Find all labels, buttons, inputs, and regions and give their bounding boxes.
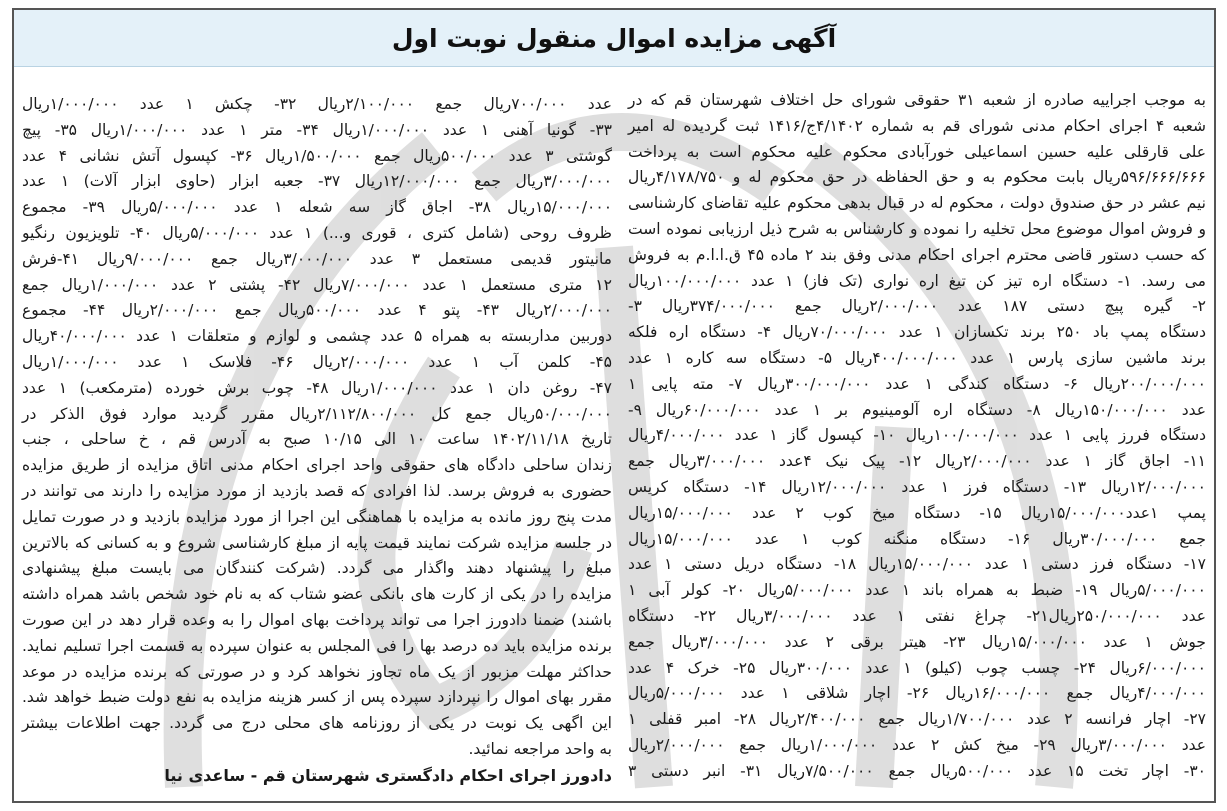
- text-line: ۴۵- کلمن آب ۱ عدد ۲/۰۰۰/۰۰۰ریال ۴۶- فلاسک ۱ عدد ۱/۰۰۰/۰۰۰ریال: [22, 352, 612, 371]
- notice-title: آگهی مزایده اموال منقول نوبت اول: [391, 23, 837, 53]
- text-line: مانیتور قدیمی مستعمل ۳ عدد ۳/۰۰۰/۰۰۰ریال جمع ۹/۰۰۰/۰۰۰ریال ۴۱-فرش: [22, 249, 612, 268]
- signature: دادورز اجرای احکام دادگستری شهرستان قم - ساعدی نیا: [164, 765, 612, 785]
- title-band: [14, 10, 1214, 67]
- text-line: مقرر بهای اموال را نپردازد سپرده پس از کسر هزینه مزایده به نفع دولت ضبط خواهد شد.: [22, 688, 612, 707]
- text-line: تاریخ ۱۴۰۲/۱۱/۱۸ ساعت ۱۰ الی ۱۰/۱۵ صبح به آدرس قم ، خ ساحلی ، جنب: [22, 430, 612, 449]
- text-line: که حسب دستور قاضی محترم اجرای احکام مدنی وفق بند ۲ ماده ۴۵ ق.ا.ا.م به فروش: [628, 245, 1206, 264]
- text-line: ۱۲ متری مستعمل ۱ عدد ۷/۰۰۰/۰۰۰ریال ۴۲- پشتی ۲ عدد ۱/۰۰۰/۰۰۰ریال جمع: [22, 275, 612, 294]
- text-line: شعبه ۴ اجرای احکام مدنی شورای قم به شماره ۴/۱۴۰۲ج/۱۴۱۶ ثبت گردیده له امیر: [628, 116, 1206, 135]
- right-column: [628, 88, 1206, 785]
- text-line: برنده مزایده باید ده درصد بها را فی المجلس به عنوان سپرده به قسمت اجرا تسلیم نماید.: [22, 636, 612, 655]
- text-line: حضوری به فروش برسد. لذا افرادی که قصد بازدید از مورد مزایده را دارند می توانند در: [22, 481, 612, 500]
- text-line: ۳۰- اچار تخت ۱۵ عدد ۵۰۰/۰۰۰ریال جمع ۷/۵۰۰/۰۰۰ریال ۳۱- انبر دستی ۳: [628, 761, 1206, 780]
- text-line: ۲۷- اچار فرانسه ۲ عدد ۱/۷۰۰/۰۰۰ریال جمع ۲/۴۰۰/۰۰۰ریال ۲۸- امبر قفلی ۱: [628, 710, 1206, 729]
- text-line: و فروش اموال موضوع محل تخلیه را نموده و کارشناس به شرح ذیل ارزیابی نموده است: [628, 219, 1206, 238]
- text-line: ۱۲/۰۰۰/۰۰۰ریال ۱۳- دستگاه فرز ۱ عدد ۱۲/۰۰۰/۰۰۰ریال ۱۴- دستگاه کریس: [628, 477, 1206, 496]
- text-line: دستگاه فررز پایی ۱ عدد ۱۰۰/۰۰۰/۰۰۰ریال ۱۰- کپسول گاز ۱ عدد ۴/۰۰۰/۰۰۰ریال: [628, 426, 1206, 445]
- text-line: مبلغ را پیشنهاد دهند واگذار می گردد. (شرکت کنندگان می بایست مبلغ پیشنهادی: [22, 559, 612, 578]
- text-line: ظروف روحی (شامل کتری ، قوری و...) ۱ عدد ۵/۰۰۰/۰۰۰ریال ۴۰- تلویزیون رنگیو: [22, 223, 612, 242]
- text-line: به واحد مراجعه نمائید.: [468, 739, 612, 758]
- text-line: برند ماشین سازی پارس ۱ عدد ۴۰۰/۰۰۰/۰۰۰ریال ۵- دستگاه سه کاره ۱ عدد: [628, 348, 1206, 367]
- text-line: زندان ساحلی دادگاه های حقوقی واحد اجرای احکام مدنی اتاق مزایده از طریق مزایده: [22, 456, 612, 475]
- text-line: ۲/۰۰۰/۰۰۰ریال ۴۳- پتو ۴ عدد ۵۰۰/۰۰۰ریال جمع ۲/۰۰۰/۰۰۰ریال ۴۴- مجموع: [22, 301, 613, 320]
- text-line: ۱۵/۰۰۰/۰۰۰ریال ۳۸- اجاق گاز سه شعله ۱ عدد ۵/۰۰۰/۰۰۰ریال ۳۹- مجموع: [22, 198, 613, 217]
- text-line: ۵/۰۰۰/۰۰۰ریال ۱۹- ضبط به همراه باند ۱ عدد ۵/۰۰۰/۰۰۰ریال ۲۰- کولر آبی ۱: [628, 581, 1206, 600]
- text-line: در جلسه مزایده شرکت نمایند قیمت پایه از مبلغ کارشناسی شروع و به کسانی که بالاترین: [22, 533, 612, 552]
- left-column: [22, 92, 612, 789]
- text-line: ۵۰/۰۰۰/۰۰۰ریال جمع کل ۲/۱۱۲/۸۰۰/۰۰۰ریال مقرر گردید موارد فوق الذکر در: [22, 404, 612, 423]
- text-line: گوشتی ۳ عدد ۵۰۰/۰۰۰ریال جمع ۱/۵۰۰/۰۰۰ریال ۳۶- کپسول آتش نشانی ۴ عدد: [22, 146, 612, 165]
- text-line: دوربین مداربسته به همراه ۵ عدد چشمی و لوازم و متعلقات ۱ عدد ۴۰/۰۰۰/۰۰۰ریال: [22, 327, 613, 346]
- text-line: حداکثر مهلت مزبور از یک ماه تجاوز نخواهد کرد و در صورتی که برنده مزایده در موعد: [22, 662, 612, 681]
- text-line: عدد ۷۰۰/۰۰۰ریال جمع ۲/۱۰۰/۰۰۰ریال ۳۲- چکش ۱ عدد ۱/۰۰۰/۰۰۰ریال: [22, 95, 612, 113]
- text-line: جمع ۳۰/۰۰۰/۰۰۰ریال ۱۶- دستگاه منگنه کوب ۱ عدد ۱۵/۰۰۰/۰۰۰ریال: [628, 529, 1206, 548]
- text-line: ۲۰۰/۰۰۰/۰۰۰ریال ۶- دستگاه کندگی ۱ عدد ۳۰۰/۰۰۰/۰۰۰ریال ۷- مته پایی ۱: [628, 374, 1206, 393]
- text-line: ۵۹۶/۶۶۶/۶۶۶ریال بابت محکوم به و حق الحفاظه در حق محکوم له و ۴/۱۷۸/۷۵۰ریال: [628, 168, 1206, 187]
- text-line: ۳۳- گونیا آهنی ۱ عدد ۱/۰۰۰/۰۰۰ریال ۳۴- متر ۱ عدد ۱/۰۰۰/۰۰۰ریال ۳۵- پیچ: [22, 120, 612, 139]
- text-line: ۴/۰۰۰/۰۰۰ریال جمع ۱۶/۰۰۰/۰۰۰ریال ۲۶- اچار شلاقی ۱ عدد ۵/۰۰۰/۰۰۰ریال: [628, 684, 1206, 703]
- text-line: ۳/۰۰۰/۰۰۰ریال جمع ۱۲/۰۰۰/۰۰۰ریال ۳۷- جعبه ابزار (حاوی ابزار آلات) ۱ عدد: [22, 172, 612, 191]
- text-line: به موجب اجراییه صادره از شعبه ۳۱ حقوقی شورای حل اختلاف شهرستان قم که در: [628, 91, 1206, 109]
- text-line: ۱۷- دستگاه فرز دستی ۱ عدد ۱۵/۰۰۰/۰۰۰ریال ۱۸- دستگاه دریل دستی ۱ عدد: [628, 555, 1206, 574]
- text-line: ۶/۰۰۰/۰۰۰ریال ۲۴- چسب چوب (کیلو) ۱ عدد ۳۰۰/۰۰۰ریال ۲۵- خرک ۴ عدد: [628, 658, 1206, 677]
- text-line: عدد ۲۵۰/۰۰۰/۰۰۰ریال۲۱- چراغ نفتی ۱ عدد ۳/۰۰۰/۰۰۰ریال ۲۲- دستگاه: [628, 606, 1206, 625]
- text-line: مدت پنج روز مانده به مزایده با هماهنگی این اجرا از مورد مزایده بازدید و در صورت تمایل: [22, 507, 612, 526]
- text-line: مزایده را در یکی از کارت های بانکی عضو شتاب که به نام خود شخص باشد همراه داشته: [22, 585, 612, 604]
- text-line: عدد ۱۵۰/۰۰۰/۰۰۰ریال ۸- دستگاه اره آلومینیوم بر ۱ عدد ۶۰/۰۰۰/۰۰۰ریال ۹-: [628, 400, 1206, 419]
- text-line: جوش ۱ عدد ۱۵/۰۰۰/۰۰۰ریال ۲۳- هیتر برقی ۲ عدد ۳/۰۰۰/۰۰۰ریال جمع: [628, 632, 1206, 651]
- text-line: ۴۷- روغن دان ۱ عدد ۱/۰۰۰/۰۰۰ریال ۴۸- چوب برش خورده (مترمکعب) ۱ عدد: [22, 378, 612, 397]
- text-line: علی قارقلی علیه حسین اسماعیلی خورآبادی محکوم علیه محکوم است به پرداخت: [628, 142, 1206, 161]
- text-line: ۱۱- اجاق گاز ۱ عدد ۲/۰۰۰/۰۰۰ریال ۱۲- پیک نیک ۴عدد ۳/۰۰۰/۰۰۰ریال جمع: [628, 452, 1206, 471]
- text-line: ۲- گیره پیچ دستی ۱۸۷ عدد ۲/۰۰۰/۰۰۰ریال جمع ۳۷۴/۰۰۰/۰۰۰ریال ۳-: [628, 297, 1206, 316]
- text-line: نیم عشر در حق صندوق دولت ، محکوم له در قبال بدهی محکوم علیه تقاضای کارشناسی: [628, 194, 1206, 213]
- text-line: پمپ ۱عدد۱۵/۰۰۰/۰۰۰ریال ۱۵- دستگاه میخ کوب ۲ عدد ۱۵/۰۰۰/۰۰۰ریال: [628, 503, 1206, 522]
- text-line: این اگهی یک نوبت در یکی از روزنامه های محلی درج می گردد. جهت اطلاعات بیشتر: [22, 714, 612, 733]
- text-line: دستگاه پمپ باد ۲۵۰ برند تکسازان ۱ عدد ۷۰/۰۰۰/۰۰۰ریال ۴- دستگاه اره فلکه: [628, 323, 1206, 342]
- text-line: می رسد. ۱- دستگاه اره تیز کن تیغ اره نواری (تک فاز) ۱ عدد ۱۰۰/۰۰۰/۰۰۰ریال: [628, 271, 1206, 290]
- text-line: عدد ۳/۰۰۰/۰۰۰ریال ۲۹- میخ کش ۲ عدد ۱/۰۰۰/۰۰۰ریال جمع ۲/۰۰۰/۰۰۰ریال: [628, 735, 1206, 754]
- text-line: باشند) ضمنا دادورز اجرا می تواند پرداخت بهای اموال را به وعده قرار دهد در این صورت: [22, 610, 612, 629]
